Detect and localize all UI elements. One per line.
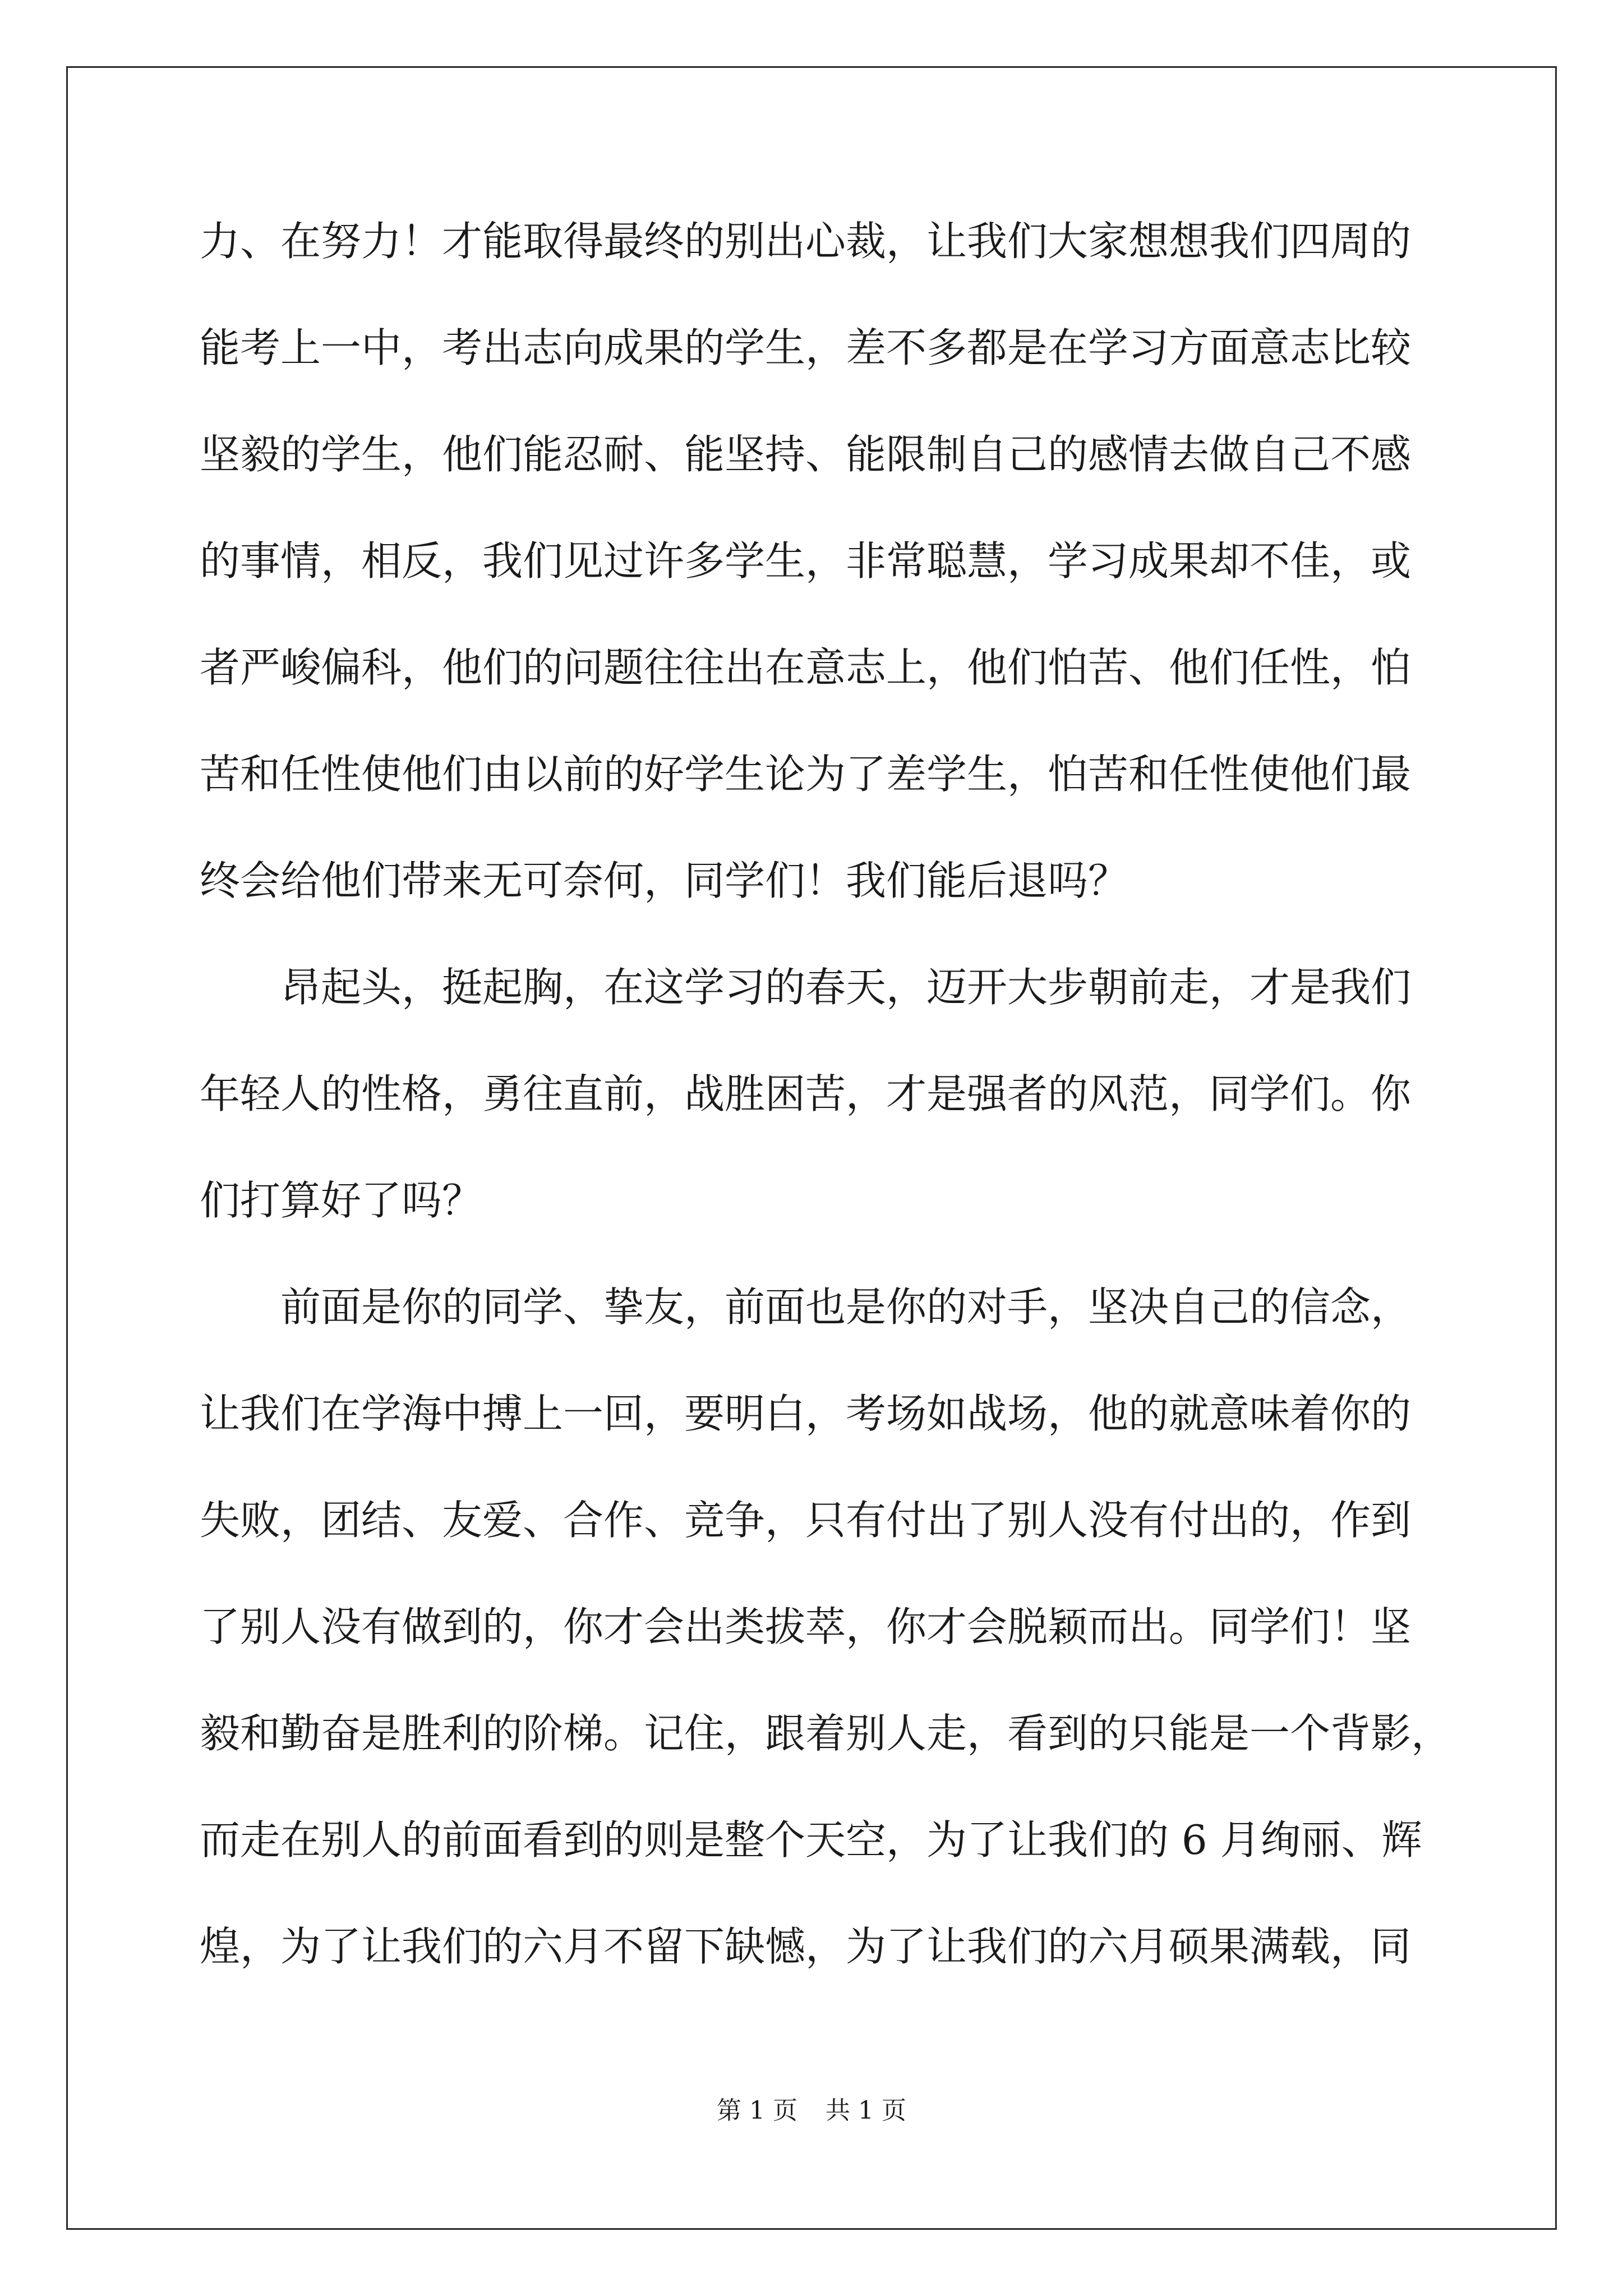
text-line: 煌，为了让我们的六月不留下缺憾，为了让我们的六月硕果满载，同 [200, 1923, 1412, 1970]
page-footer [0, 2097, 1623, 2125]
text-line: 而走在别人的前面看到的则是整个天空，为了让我们的 6 月绚丽、辉 [200, 1816, 1422, 1864]
page-number: 第 1 页 [717, 2096, 797, 2125]
text-line: 让我们在学海中搏上一回，要明白，考场如战场，他的就意味着你的 [200, 1390, 1412, 1437]
paragraph-start-line: 前面是你的同学、挚友，前面也是你的对手，坚决自己的信念， [280, 1283, 1412, 1331]
text-line: 们打算好了吗？ [200, 1177, 483, 1224]
text-line: 毅和勤奋是胜利的阶梯。记住，跟着别人走，看到的只能是一个背影， [200, 1710, 1452, 1757]
text-line: 了别人没有做到的，你才会出类拔萃，你才会脱颖而出。同学们！坚 [200, 1603, 1412, 1650]
text-line: 年轻人的性格，勇往直前，战胜困苦，才是强者的风范，同学们。你 [200, 1070, 1412, 1117]
text-line: 能考上一中，考出志向成果的学生，差不多都是在学习方面意志比较 [200, 324, 1412, 371]
text-line: 苦和任性使他们由以前的好学生论为了差学生，怕苦和任性使他们最 [200, 751, 1412, 798]
text-line: 失败，团结、友爱、合作、竞争，只有付出了别人没有付出的，作到 [200, 1497, 1412, 1544]
document-body [200, 216, 1452, 2028]
text-line: 的事情，相反，我们见过许多学生，非常聪慧，学习成果却不佳，或 [200, 537, 1412, 585]
text-line: 力、在努力！才能取得最终的别出心裁，让我们大家想想我们四周的 [200, 218, 1412, 265]
paragraph-start-line: 昂起头，挺起胸，在这学习的春天，迈开大步朝前走，才是我们 [280, 964, 1412, 1011]
page-total: 共 1 页 [826, 2096, 906, 2125]
text-line: 坚毅的学生，他们能忍耐、能坚持、能限制自己的感情去做自己不感 [200, 431, 1412, 478]
text-line: 者严峻偏科，他们的问题往往出在意志上，他们怕苦、他们任性，怕 [200, 644, 1412, 691]
text-line: 终会给他们带来无可奈何，同学们！我们能后退吗？ [200, 857, 1129, 904]
